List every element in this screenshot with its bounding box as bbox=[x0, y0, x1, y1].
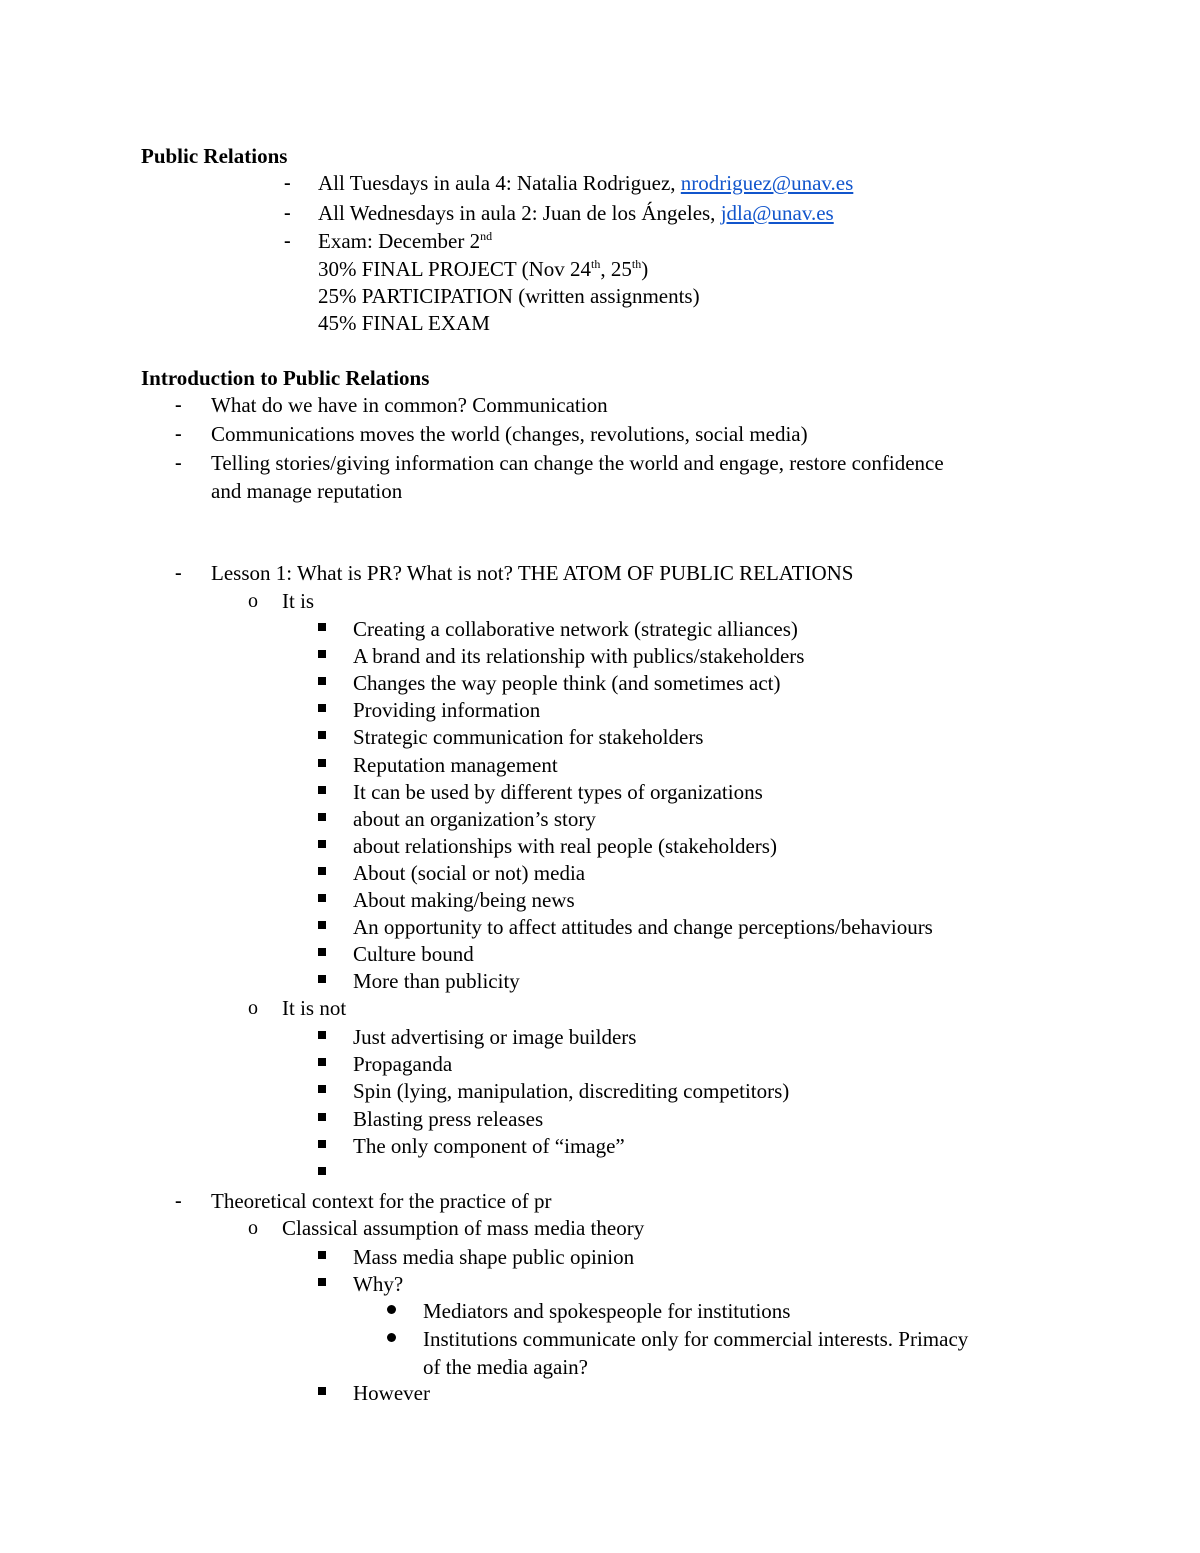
dash-bullet: - bbox=[284, 172, 291, 194]
it-is-not-label: It is not bbox=[282, 996, 347, 1020]
dash-bullet: - bbox=[284, 202, 291, 224]
square-bullet bbox=[318, 975, 326, 983]
square-bullet bbox=[318, 1251, 326, 1259]
mass-media-item: Mass media shape public opinion bbox=[353, 1245, 635, 1269]
round-bullet bbox=[387, 1305, 396, 1314]
square-bullet bbox=[318, 623, 326, 631]
circle-bullet: o bbox=[248, 1217, 258, 1239]
square-bullet bbox=[318, 921, 326, 929]
lesson1-heading: Lesson 1: What is PR? What is not? THE ATOM OF PUBLIC RELATIONS bbox=[211, 561, 854, 585]
however-item: However bbox=[353, 1381, 430, 1405]
square-bullet bbox=[318, 813, 326, 821]
list-item: More than publicity bbox=[353, 969, 520, 994]
grading-final-exam: 45% FINAL EXAM bbox=[318, 311, 490, 335]
square-bullet bbox=[318, 786, 326, 794]
dash-bullet: - bbox=[175, 423, 182, 445]
grading-project-post: ) bbox=[641, 257, 649, 281]
square-bullet bbox=[318, 894, 326, 902]
list-item: About making/being news bbox=[353, 888, 575, 912]
section-title-introduction: Introduction to Public Relations bbox=[141, 366, 430, 390]
list-item: It can be used by different types of organizations bbox=[353, 779, 763, 804]
square-bullet bbox=[318, 1085, 326, 1093]
list-item: Creating a collaborative network (strategic alliances) bbox=[353, 617, 798, 641]
list-item: Blasting press releases bbox=[353, 1106, 544, 1131]
list-item: Strategic communication for stakeholders bbox=[353, 725, 704, 750]
square-bullet bbox=[318, 1140, 326, 1148]
course-item-text: All Tuesdays in aula 4: Natalia Rodriguez, bbox=[318, 171, 681, 195]
course-item-wednesdays bbox=[318, 203, 834, 224]
intro-item: What do we have in common? Communication bbox=[211, 393, 608, 417]
grading-project-sup1: th bbox=[591, 257, 601, 271]
square-bullet bbox=[318, 1167, 326, 1175]
list-item: Spin (lying, manipulation, discrediting competitors) bbox=[353, 1079, 790, 1104]
grading-final-project bbox=[318, 259, 648, 280]
list-item: about an organization’s story bbox=[353, 806, 596, 831]
section-title-public-relations: Public Relations bbox=[141, 144, 288, 168]
list-item: Culture bound bbox=[353, 942, 474, 967]
list-item: A brand and its relationship with publics/stakeholders bbox=[353, 644, 805, 669]
intro-item-continuation: and manage reputation bbox=[211, 479, 403, 503]
email-link-jdla[interactable]: jdla@unav.es bbox=[720, 201, 834, 225]
dash-bullet: - bbox=[175, 394, 182, 416]
intro-item: Telling stories/giving information can change the world and engage, restore confidence bbox=[211, 451, 944, 475]
classical-assumption: Classical assumption of mass media theory bbox=[282, 1216, 645, 1240]
list-item: About (social or not) media bbox=[353, 860, 586, 885]
course-item-tuesdays bbox=[318, 173, 853, 194]
square-bullet bbox=[318, 867, 326, 875]
grading-participation: 25% PARTICIPATION (written assignments) bbox=[318, 284, 700, 308]
square-bullet bbox=[318, 1058, 326, 1066]
dash-bullet: - bbox=[175, 562, 182, 584]
list-item: Changes the way people think (and sometimes act) bbox=[353, 671, 781, 696]
square-bullet bbox=[318, 1387, 326, 1395]
list-item: Just advertising or image builders bbox=[353, 1025, 637, 1049]
why-item: Why? bbox=[353, 1272, 404, 1296]
course-item-text: All Wednesdays in aula 2: Juan de los Ángeles, bbox=[318, 201, 721, 225]
list-item: Reputation management bbox=[353, 752, 558, 777]
dash-bullet: - bbox=[284, 230, 291, 252]
circle-bullet: o bbox=[248, 997, 258, 1019]
square-bullet bbox=[318, 759, 326, 767]
square-bullet bbox=[318, 650, 326, 658]
course-item-exam bbox=[318, 231, 492, 252]
list-item: Providing information bbox=[353, 698, 541, 723]
grading-project-sup2: th bbox=[631, 257, 642, 271]
round-bullet bbox=[387, 1333, 396, 1342]
square-bullet bbox=[318, 704, 326, 712]
square-bullet bbox=[318, 731, 326, 739]
dash-bullet: - bbox=[175, 1190, 182, 1212]
email-link-nrodriguez[interactable]: nrodriguez@unav.es bbox=[680, 171, 854, 195]
why-subitem-continuation: of the media again? bbox=[423, 1355, 589, 1379]
square-bullet bbox=[318, 1278, 326, 1286]
it-is-label: It is bbox=[282, 589, 315, 613]
exam-date-text: Exam: December 2 bbox=[318, 229, 481, 253]
list-item: The only component of “image” bbox=[353, 1133, 625, 1158]
square-bullet bbox=[318, 948, 326, 956]
list-item: Propaganda bbox=[353, 1052, 453, 1077]
grading-project-pre: 30% FINAL PROJECT (Nov 24 bbox=[318, 257, 592, 281]
exam-date-suffix: nd bbox=[480, 229, 493, 243]
why-subitem: Mediators and spokespeople for institutions bbox=[423, 1299, 791, 1323]
square-bullet bbox=[318, 1113, 326, 1121]
dash-bullet: - bbox=[175, 452, 182, 474]
list-item: about relationships with real people (stakeholders) bbox=[353, 833, 777, 858]
intro-item: Communications moves the world (changes, revolutions, social media) bbox=[211, 422, 808, 446]
square-bullet bbox=[318, 840, 326, 848]
theory-heading: Theoretical context for the practice of pr bbox=[211, 1189, 552, 1213]
why-subitem: Institutions communicate only for commercial interests. Primacy bbox=[423, 1327, 969, 1351]
square-bullet bbox=[318, 1031, 326, 1039]
square-bullet bbox=[318, 677, 326, 685]
grading-project-mid: , 25 bbox=[600, 257, 632, 281]
list-item: An opportunity to affect attitudes and change perceptions/behaviours bbox=[353, 915, 933, 940]
circle-bullet: o bbox=[248, 590, 258, 612]
